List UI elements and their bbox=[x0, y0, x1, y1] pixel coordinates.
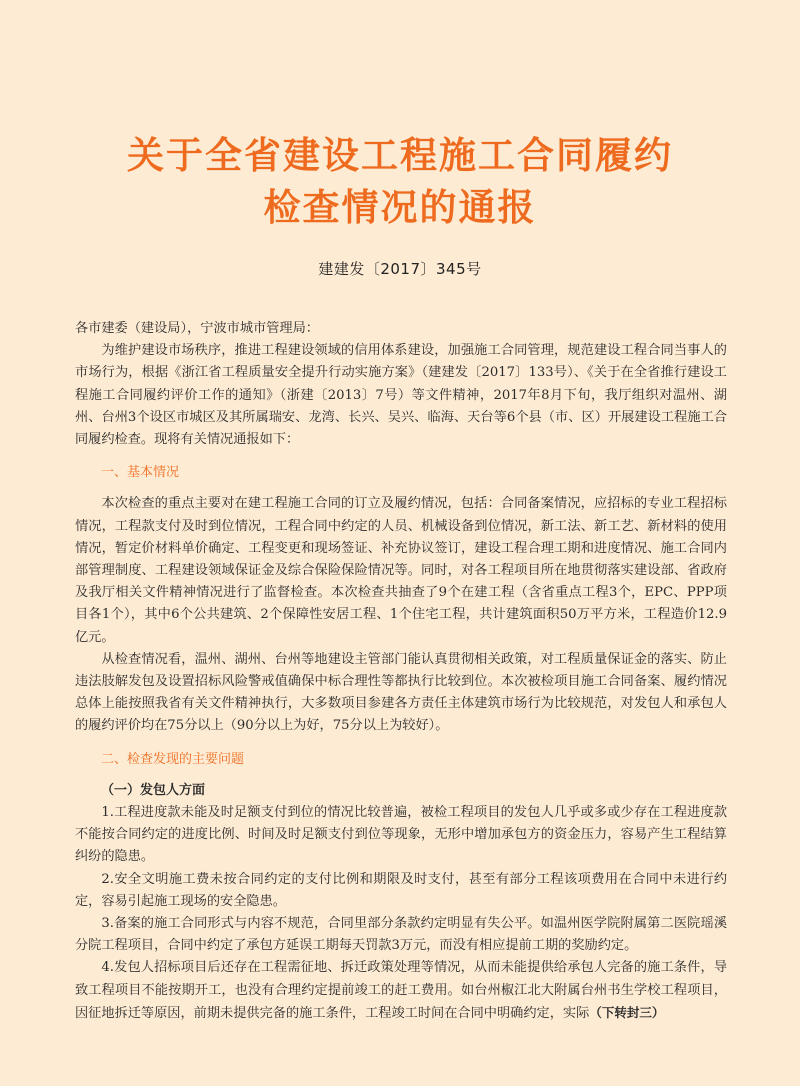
problem-item-4-text: 4.发包人招标项目后还存在工程需征地、拆迁政策处理等情况，从而未能提供给承包人完备的施工条件，导致工程项目不能按期开工，也没有合理约定提前竣工的赶工费用。如台州椒江北大附属台州书生学校工程项目，因征地拆迁等原因，前期未提供完备的施工条件，工程竣工时间在合同中明确约定，实际 bbox=[75, 960, 727, 1021]
subheading-employer: （一）发包人方面 bbox=[101, 782, 206, 798]
document-title bbox=[0, 130, 800, 234]
section-heading-problems: 二、检查发现的主要问题 bbox=[101, 751, 245, 767]
title-line-2: 检查情况的通报 bbox=[263, 186, 537, 229]
document-number: 建建发〔2017〕345号 bbox=[318, 260, 482, 278]
basic-paragraph-2: 从检查情况看，温州、湖州、台州等地建设主管部门能认真贯彻相关政策，对工程质量保证金的落实、防止违法肢解发包及设置招标风险警戒值确保中标合理性等都执行比较到位。本次被检项目施工合同备案、履约情况总体上能按照我省有关文件精神执行，大多数项目参建各方责任主体建筑市场行为比较规范，对发包人和承包人的履约评价均在75分以上（90分以上为好，75分以上为较好）。 bbox=[75, 651, 727, 734]
basic-paragraph-1: 本次检查的重点主要对在建工程施工合同的订立及履约情况，包括：合同备案情况，应招标的专业工程招标情况，工程款支付及时到位情况，工程合同中约定的人员、机械设备到位情况，新工法、新工艺、新材料的使用情况，暂定价材料单价确定、工程变更和现场签证、补充协议签订，建设工程合理工期和进度情况、施工合同内部管理制度、工程建设领域保证金及综合保险保险情况等。同时，对各工程项目所在地贯彻落实建设部、省政府及我厅相关文件精神情况进行了监督检查。本次检查共抽查了9个在建工程（含省重点工程3个，EPC、PPP项目各1个），其中6个公共建筑、2个保障性安居工程、1个住宅工程，共计建筑面积50万平方米，工程造价12.9亿元。 bbox=[75, 496, 727, 645]
title-line-1: 关于全省建设工程施工合同履约 bbox=[127, 134, 673, 177]
problem-item-1: 1.工程进度款未能及时足额支付到位的情况比较普遍，被检工程项目的发包人几乎或多或少存在工程进度款不能按合同约定的进度比例、时间及时足额支付到位等现象，无形中增加承包方的资金压力，容易产生工程结算纠纷的隐患。 bbox=[75, 805, 727, 865]
intro-paragraph: 为维护建设市场秩序，推进工程建设领域的信用体系建设，加强施工合同管理，规范建设工程合同当事人的市场行为，根据《浙江省工程质量安全提升行动实施方案》（建建发〔2017〕133号）、《关于在全省推行建设工程施工合同履约评价工作的通知》（浙建〔2013〕7号）等文件精神，2017年8月下旬，我厅组织对温州、湖州、台州3个设区市城区及其所属瑞安、龙湾、长兴、吴兴、临海、天台等6个县（市、区）开展建设工程施工合同履约检查。现将有关情况通报如下： bbox=[75, 343, 727, 448]
document-body bbox=[75, 318, 727, 1025]
problem-item-3: 3.备案的施工合同形式与内容不规范，合同里部分条款约定明显有失公平。如温州医学院附属第二医院瑶溪分院工程项目，合同中约定了承包方延误工期每天罚款3万元，而没有相应提前工期的奖励约定。 bbox=[75, 916, 727, 954]
section-heading-basic: 一、基本情况 bbox=[101, 465, 180, 481]
continued-note: （下转封三） bbox=[589, 1004, 665, 1020]
salutation: 各市建委（建设局），宁波市城市管理局： bbox=[75, 321, 319, 336]
problem-item-4 bbox=[75, 957, 727, 1025]
problem-item-2: 2.安全文明施工费未按合同约定的支付比例和期限及时支付，甚至有部分工程该项费用在合同中未进行约定，容易引起施工现场的安全隐患。 bbox=[75, 871, 727, 909]
